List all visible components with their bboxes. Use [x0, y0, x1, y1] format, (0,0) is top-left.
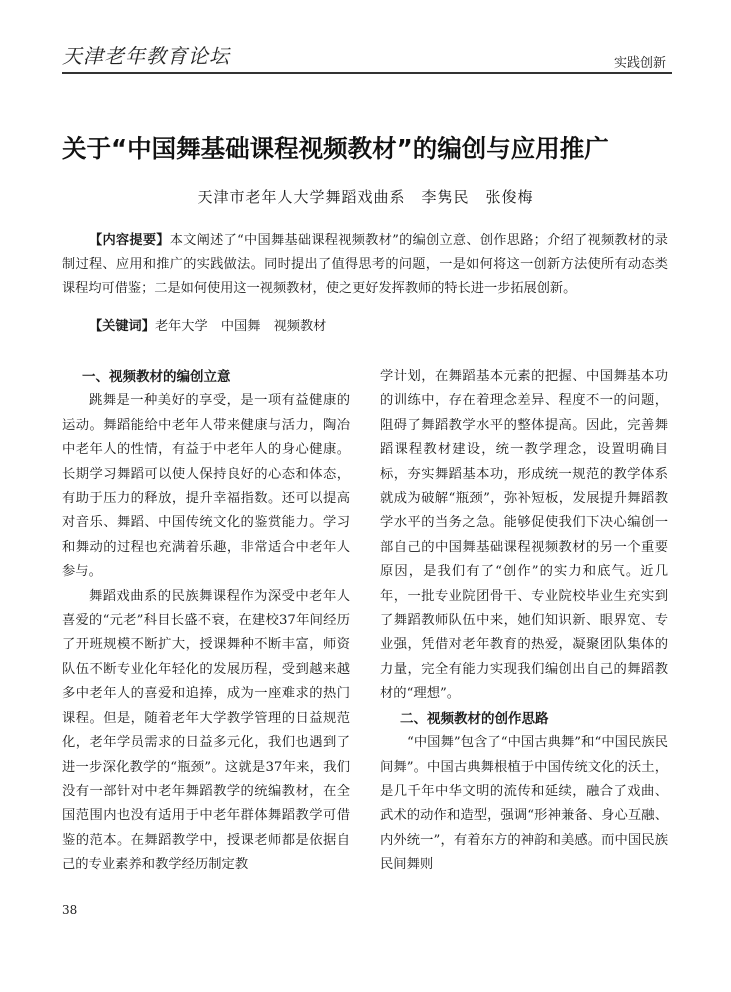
keywords-label: 【关键词】 — [89, 319, 155, 334]
masthead — [62, 38, 672, 78]
journal-title: 天津老年教育论坛 — [62, 44, 230, 68]
section-heading-2: 二、视频教材的创作思路 — [400, 710, 549, 727]
header-rule — [62, 72, 672, 74]
section-heading-1: 一、视频教材的编创立意 — [82, 369, 231, 385]
abstract — [62, 229, 668, 300]
keywords-text: 老年大学 中国舞 视频教材 — [154, 319, 327, 334]
keywords — [62, 315, 668, 339]
body-column-right — [380, 365, 668, 878]
abstract-text: 本文阐述了“中国舞基础课程视频教材”的编创立意、创作思路；介绍了视频教材的录制过程、应用和推广的实践做法。同时提出了值得思考的问题，一是如何将这一创新方法使所有动态类课程均可借鉴；二是如何使用这一视频教材，使之更好发挥教师的特长进一步拓展创新。 — [62, 233, 668, 296]
section-label: 实践创新 — [613, 56, 666, 71]
paragraph-2: 舞蹈戏曲系的民族舞课程作为深受中老年人喜爱的“元老”科目长盛不衰，在建校37年间经历了开班规模不断扩大，授课舞种不断丰富，师资队伍不断专业化年轻化的发展历程，受到越来越多中老年人的喜爱和追捧，成为一座难求的热门课程。但是，随着老年大学教学管理的日益规范化，老年学员需求的日益多元化，我们也遇到了进一步深化教学的“瓶颈”。这就是37年来，我们没有一部针对中老年舞蹈教学的统编教材，在全国范围内也没有适用于中老年群体舞蹈教学可借鉴的范本。在舞蹈教学中，授课老师都是依据自己的专业素养和教学经历制定教 — [62, 588, 350, 873]
article-title: 关于“中国舞基础课程视频教材”的编创与应用推广 — [62, 134, 609, 163]
paragraph-3: “中国舞”包含了“中国古典舞”和“中国民族民间舞”。中国古典舞根植于中国传统文化的沃土，是几千年中华文明的流传和延续，融合了戏曲、武术的动作和造型，强调“形神兼备、身心互融、内外统一”，有着东方的神韵和美感。而中国民族民间舞则 — [380, 735, 668, 873]
paragraph-1: 跳舞是一种美好的享受，是一项有益健康的运动。舞蹈能给中老年人带来健康与活力，陶冶中老年人的性情，有益于中老年人的身心健康。长期学习舞蹈可以使人保持良好的心态和体态，有助于压力的释放，提升幸福指数。还可以提高对音乐、舞蹈、中国传统文化的鉴赏能力。学习和舞动的过程也充满着乐趣，非常适合中老年人参与。 — [62, 393, 350, 580]
body-column-left — [62, 365, 350, 878]
page-number: 38 — [62, 903, 78, 917]
author-line: 天津市老年人大学舞蹈戏曲系 李隽民 张俊梅 — [197, 188, 534, 206]
abstract-label: 【内容提要】 — [89, 233, 170, 248]
paragraph-continued: 学计划，在舞蹈基本元素的把握、中国舞基本功的训练中，存在着理念差异、程度不一的问题，阻碍了舞蹈教学水平的整体提高。因此，完善舞蹈课程教材建设，统一教学理念，设置明确目标，夯实舞蹈基本功，形成统一规范的教学体系就成为破解“瓶颈”，弥补短板，发展提升舞蹈教学水平的当务之急。能够促使我们下决心编创一部自己的中国舞基础课程视频教材的另一个重要原因，是我们有了“创作”的实力和底气。近几年，一批专业院团骨干、专业院校毕业生充实到了舞蹈教师队伍中来，她们知识新、眼界宽、专业强，凭借对老年教育的热爱，凝聚团队集体的力量，完全有能力实现我们编创出自己的舞蹈教材的“理想”。 — [380, 369, 668, 702]
